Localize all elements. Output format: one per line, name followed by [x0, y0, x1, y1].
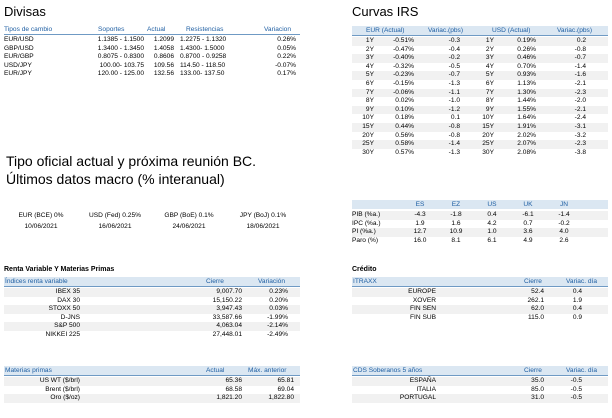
cds-country: ITALIA: [416, 385, 436, 393]
irs-tenor: 20Y: [362, 131, 374, 139]
irs-tenor: 9Y: [485, 105, 494, 113]
macro-es: -4.3: [414, 211, 426, 218]
renta-col-close: Cierre: [206, 278, 224, 285]
commodity-name: Oro ($/oz): [50, 394, 80, 402]
credito-col-var: Variac. día: [566, 278, 598, 285]
fx-pair: GBP/USD: [4, 44, 34, 52]
irs-usd-var: -0.7: [574, 54, 586, 62]
table-row: [352, 314, 608, 323]
commodity-actual: 68.58: [225, 385, 242, 393]
bank-rate-label: EUR (BCE) 0%: [18, 212, 64, 219]
bank-meeting-date: 24/06/2021: [172, 223, 206, 230]
irs-eur-rate: 0.10%: [395, 105, 414, 113]
irs-eur-var: -1.0: [448, 97, 460, 105]
irs-tenor: 30Y: [362, 148, 374, 156]
itraxx-name: FIN SEN: [409, 305, 436, 313]
divisas-col-support: Soportes: [98, 26, 125, 33]
fx-actual: 1.2099: [153, 36, 174, 43]
renta-header: [4, 277, 300, 287]
table-row: [4, 45, 300, 54]
fx-var: 0.05%: [277, 44, 296, 52]
table-row: [4, 394, 300, 403]
bank-meeting-date: 16/06/2021: [98, 223, 132, 230]
macro-us: 1.0: [487, 228, 497, 236]
table-row: [4, 53, 300, 62]
fx-actual: 132.56: [153, 70, 174, 78]
irs-usd-var: -2.1: [574, 105, 586, 113]
irs-tenor: 25Y: [362, 140, 374, 148]
tipo-title-1: Tipo oficial actual y próxima reunión BC.: [6, 153, 257, 169]
itraxx-name: EUROPE: [408, 288, 436, 295]
table-row: [352, 386, 608, 395]
itraxx-close: 62.0: [531, 305, 544, 313]
cds-close: 31.0: [531, 394, 544, 402]
table-row: [352, 106, 608, 115]
equity-var: 0.03%: [269, 305, 288, 313]
table-row: [352, 114, 608, 123]
irs-usd-rate: 1.64%: [517, 114, 536, 122]
macro-us: 0.4: [487, 211, 497, 218]
divisas-col-pair: Tipos de cambio: [4, 26, 53, 33]
macro-jn: -1.4: [558, 211, 570, 218]
irs-eur-rate: -0.51%: [393, 37, 414, 44]
table-row: [352, 140, 608, 149]
macro-jn: -0.2: [558, 219, 570, 227]
irs-eur-rate: -0.15%: [393, 79, 414, 87]
cds-col-close: Cierre: [524, 367, 542, 374]
irs-tenor: 7Y: [365, 88, 374, 96]
irs-eur-var: -0.8: [448, 131, 460, 139]
irs-eur-rate: -0.06%: [393, 88, 414, 96]
curvas-table: [352, 37, 608, 157]
table-row: [352, 54, 608, 63]
fx-actual: 109.56: [153, 61, 174, 69]
fx-resist: 1.2275 - 1.1320: [180, 36, 227, 43]
table-row: [352, 149, 608, 158]
macro-uk: 4.9: [523, 236, 533, 244]
macro-ez: 8.1: [451, 236, 461, 244]
irs-usd-var: -2.4: [574, 114, 586, 122]
commodity-actual: 1,821.20: [216, 394, 242, 402]
commodity-max: 69.04: [277, 385, 294, 393]
curvas-col-usd-var: Variac.(pbs): [557, 27, 593, 34]
itraxx-close: 52.4: [531, 288, 544, 295]
credito-title: Crédito: [352, 266, 377, 273]
macro-uk: 0.7: [523, 219, 533, 227]
irs-eur-rate: 0.44%: [395, 122, 414, 130]
table-row: [352, 63, 608, 72]
table-row: [4, 377, 300, 386]
table-row: [4, 36, 300, 45]
macro-uk: 3.6: [523, 228, 533, 236]
table-row: [352, 132, 608, 141]
itraxx-close: 262.1: [527, 296, 544, 304]
divisas-title: Divisas: [4, 4, 46, 19]
renta-col-index: Índices renta variable: [5, 278, 68, 285]
equity-close: 33,587.66: [212, 313, 242, 321]
macro-table: [352, 211, 608, 245]
macro-indicator: IPC (%a.): [352, 219, 381, 227]
equity-close: 4,063.04: [216, 322, 242, 330]
macro-col-jn: JN: [559, 201, 569, 208]
irs-usd-var: -2.1: [574, 79, 586, 87]
table-row: [4, 331, 300, 340]
irs-tenor: 6Y: [485, 79, 494, 87]
credito-header: [352, 277, 608, 287]
macro-es: 1.9: [415, 219, 425, 227]
irs-usd-var: -1.6: [574, 71, 586, 79]
fx-support: 100.00- 103.75: [99, 61, 144, 69]
irs-usd-rate: 1.55%: [517, 105, 536, 113]
irs-tenor: 8Y: [485, 97, 494, 105]
irs-tenor: 30Y: [482, 148, 494, 156]
irs-eur-var: -1.2: [448, 105, 460, 113]
fx-pair: EUR/USD: [4, 36, 34, 43]
fx-support: 120.00 - 125.00: [97, 70, 144, 78]
irs-tenor: 20Y: [482, 131, 494, 139]
macro-indicator: PIB (%a.): [352, 211, 381, 218]
equity-var: -1.99%: [267, 313, 288, 321]
central-banks: [4, 212, 300, 234]
irs-eur-rate: -0.32%: [393, 62, 414, 70]
irs-tenor: 2Y: [485, 45, 494, 53]
fx-pair: EUR/GBP: [4, 53, 34, 61]
materias-col-max: Máx. anterior: [248, 367, 287, 374]
renta-title: Renta Variable Y Materias Primas: [4, 266, 115, 273]
irs-usd-rate: 2.08%: [517, 148, 536, 156]
irs-usd-rate: 2.02%: [517, 131, 536, 139]
table-row: [4, 386, 300, 395]
fx-resist: 0.8700 - 0.9258: [180, 53, 227, 61]
irs-eur-var: -0.2: [448, 54, 460, 62]
fx-var: 0.22%: [277, 53, 296, 61]
macro-col-ez: EZ: [451, 201, 461, 208]
fx-resist: 1.4300- 1.5000: [180, 44, 225, 52]
equity-index: S&P 500: [54, 322, 80, 330]
divisas-header: [4, 26, 300, 35]
irs-usd-rate: 1.30%: [517, 88, 536, 96]
fx-var: 0.26%: [277, 36, 296, 43]
irs-eur-rate: -0.47%: [393, 45, 414, 53]
table-row: [352, 46, 608, 55]
divisas-col-actual: Actual: [147, 26, 166, 33]
credito-col-close: Cierre: [524, 278, 542, 285]
fx-actual: 0.8606: [153, 53, 174, 61]
materias-table: [4, 377, 300, 403]
irs-eur-rate: 0.56%: [395, 131, 414, 139]
equity-index: D-JNS: [60, 313, 80, 321]
curvas-title: Curvas IRS: [352, 4, 419, 19]
equity-var: -2.14%: [267, 322, 288, 330]
equity-index: DAX 30: [57, 296, 80, 304]
irs-usd-var: -0.8: [574, 45, 586, 53]
table-row: [352, 37, 608, 46]
macro-ez: 1.6: [451, 219, 461, 227]
table-row: [352, 220, 608, 229]
irs-tenor: 3Y: [365, 54, 374, 62]
fx-var: 0.17%: [277, 70, 296, 78]
table-row: [4, 305, 300, 314]
tipo-title-2: Últimos datos macro (% interanual): [6, 171, 225, 187]
irs-tenor: 10Y: [362, 114, 374, 122]
cds-table: [352, 377, 608, 403]
bank-meeting-date: 10/06/2021: [24, 223, 58, 230]
commodity-max: 65.81: [277, 377, 294, 384]
irs-tenor: 7Y: [485, 88, 494, 96]
divisas-col-var: Variacion: [264, 26, 291, 33]
irs-eur-var: -1.4: [448, 140, 460, 148]
table-row: [352, 237, 608, 246]
irs-usd-var: -2.3: [574, 88, 586, 96]
irs-usd-rate: 0.26%: [517, 45, 536, 53]
macro-col-us: US: [487, 201, 497, 208]
macro-col-es: ES: [415, 201, 425, 208]
irs-tenor: 3Y: [485, 54, 494, 62]
irs-eur-var: -0.8: [448, 122, 460, 130]
irs-eur-var: 0.1: [450, 114, 460, 122]
irs-tenor: 4Y: [485, 62, 494, 70]
commodity-max: 1,822.80: [268, 394, 294, 402]
bank-rate-label: GBP (BoE) 0.1%: [164, 212, 214, 219]
itraxx-name: XOVER: [412, 296, 436, 304]
irs-usd-var: -3.2: [574, 131, 586, 139]
fx-pair: USD/JPY: [4, 61, 32, 69]
irs-usd-var: -3.1: [574, 122, 586, 130]
equity-var: 0.23%: [269, 288, 288, 295]
itraxx-name: FIN SUB: [409, 313, 436, 321]
irs-eur-var: -0.3: [448, 37, 460, 44]
macro-es: 16.0: [413, 236, 427, 244]
table-row: [352, 211, 608, 220]
fx-resist: 114.50 - 118.50: [180, 61, 226, 69]
fx-var: -0.07%: [275, 61, 296, 69]
irs-tenor: 10Y: [482, 114, 494, 122]
table-row: [4, 70, 300, 79]
irs-eur-var: -0.5: [448, 62, 460, 70]
table-row: [352, 71, 608, 80]
irs-eur-rate: 0.18%: [395, 114, 414, 122]
equity-index: NIKKEI 225: [45, 330, 80, 338]
table-row: [352, 97, 608, 106]
table-row: [352, 394, 608, 403]
table-row: [4, 314, 300, 323]
irs-tenor: 6Y: [365, 79, 374, 87]
bank-rate-label: USD (Fed) 0.25%: [88, 212, 142, 219]
irs-usd-rate: 0.19%: [517, 37, 536, 44]
macro-ez: -1.8: [450, 211, 462, 218]
table-row: [4, 322, 300, 331]
irs-usd-rate: 2.07%: [517, 140, 536, 148]
irs-eur-rate: 0.02%: [395, 97, 414, 105]
irs-usd-rate: 0.46%: [517, 54, 536, 62]
fx-support: 1.3400 - 1.3450: [97, 44, 144, 52]
cds-var: -0.5: [570, 394, 582, 402]
macro-indicator: Paro (%): [352, 236, 379, 244]
divisas-col-resist: Resistencias: [186, 26, 224, 33]
bank-meeting-date: 18/06/2021: [246, 223, 280, 230]
table-row: [352, 288, 608, 297]
fx-resist: 133.00- 137.50: [180, 70, 225, 78]
macro-col-uk: UK: [523, 201, 533, 208]
divisas-table: [4, 36, 300, 79]
table-row: [352, 377, 608, 386]
fx-pair: EUR/JPY: [4, 70, 32, 78]
fx-actual: 1.4058: [153, 44, 174, 52]
irs-eur-var: -0.7: [448, 71, 460, 79]
credito-table: [352, 288, 608, 322]
irs-eur-rate: -0.40%: [393, 54, 414, 62]
curvas-col-eur: EUR (Actual): [366, 27, 405, 34]
irs-tenor: 9Y: [365, 105, 374, 113]
renta-col-var: Variación: [258, 278, 285, 285]
table-row: [4, 297, 300, 306]
curvas-col-usd: USD (Actual): [492, 27, 531, 34]
materias-col-actual: Actual: [206, 367, 225, 374]
irs-usd-var: -3.8: [574, 148, 586, 156]
curvas-col-eur-var: Variac.(pbs): [428, 27, 464, 34]
credito-col-name: ITRAXX: [353, 278, 377, 285]
irs-usd-rate: 1.44%: [517, 97, 536, 105]
table-row: [4, 288, 300, 297]
cds-col-name: CDS Soberanos 5 años: [353, 367, 423, 374]
irs-usd-rate: 0.70%: [517, 62, 536, 70]
macro-jn: 2.6: [559, 236, 569, 244]
cds-close: 35.0: [531, 377, 544, 384]
itraxx-var: 1.9: [572, 296, 582, 304]
itraxx-var: 0.4: [572, 288, 582, 295]
equity-close: 3,947.43: [216, 305, 242, 313]
irs-eur-rate: -0.23%: [393, 71, 414, 79]
table-row: [4, 62, 300, 71]
itraxx-var: 0.4: [572, 305, 582, 313]
macro-es: 12.7: [413, 228, 427, 236]
irs-eur-var: -1.3: [448, 79, 460, 87]
irs-usd-var: 0.2: [576, 37, 586, 44]
macro-indicator: PI (%a.): [352, 228, 376, 236]
irs-tenor: 2Y: [365, 45, 374, 53]
macro-us: 4.2: [487, 219, 497, 227]
equity-close: 27,448.01: [212, 330, 242, 338]
irs-eur-var: -1.3: [448, 148, 460, 156]
irs-eur-rate: 0.57%: [395, 148, 414, 156]
macro-us: 6.1: [487, 236, 497, 244]
table-row: [352, 123, 608, 132]
irs-tenor: 15Y: [482, 122, 494, 130]
itraxx-close: 115.0: [527, 313, 544, 321]
irs-tenor: 5Y: [485, 71, 494, 79]
table-row: [352, 89, 608, 98]
irs-tenor: 25Y: [482, 140, 494, 148]
irs-tenor: 4Y: [365, 62, 374, 70]
cds-country: PORTUGAL: [399, 394, 436, 402]
irs-usd-rate: 0.93%: [517, 71, 536, 79]
cds-country: ESPAÑA: [409, 377, 436, 384]
renta-table: [4, 288, 300, 340]
irs-tenor: 5Y: [365, 71, 374, 79]
irs-usd-var: -2.3: [574, 140, 586, 148]
macro-uk: -6.1: [522, 211, 534, 218]
equity-close: 15,150.22: [212, 296, 242, 304]
irs-tenor: 1Y: [485, 37, 494, 44]
materias-col-name: Materias primas: [5, 367, 52, 374]
equity-close: 9,007.70: [216, 288, 242, 295]
irs-usd-rate: 1.13%: [517, 79, 536, 87]
equity-index: STOXX 50: [48, 305, 80, 313]
irs-usd-var: -1.4: [574, 62, 586, 70]
curvas-header: [352, 26, 608, 36]
irs-eur-var: -0.4: [448, 45, 460, 53]
irs-usd-rate: 1.91%: [517, 122, 536, 130]
materias-header: [4, 366, 300, 376]
irs-usd-var: -2.0: [574, 97, 586, 105]
table-row: [352, 80, 608, 89]
irs-eur-rate: 0.58%: [395, 140, 414, 148]
commodity-actual: 65.36: [225, 377, 242, 384]
itraxx-var: 0.9: [572, 313, 582, 321]
bank-rate-label: JPY (BoJ) 0.1%: [239, 212, 287, 219]
cds-header: [352, 366, 608, 376]
table-row: [352, 305, 608, 314]
macro-header: [352, 200, 608, 209]
fx-support: 0.8075 - 0.8300: [97, 53, 144, 61]
commodity-name: Brent ($/brl): [45, 385, 80, 393]
equity-var: 0.20%: [269, 296, 288, 304]
irs-tenor: 1Y: [365, 37, 374, 44]
equity-var: -2.49%: [267, 330, 288, 338]
macro-jn: 4.0: [559, 228, 569, 236]
irs-eur-var: -1.1: [448, 88, 460, 96]
cds-var: -0.5: [570, 377, 582, 384]
cds-col-var: Variac. día: [566, 367, 598, 374]
commodity-name: US WT ($/brl): [39, 377, 80, 384]
cds-var: -0.5: [570, 385, 582, 393]
cds-close: 85.0: [531, 385, 544, 393]
irs-tenor: 15Y: [362, 122, 374, 130]
macro-ez: 10.9: [449, 228, 463, 236]
table-row: [352, 228, 608, 237]
fx-support: 1.1385 - 1.1500: [97, 36, 144, 43]
irs-tenor: 8Y: [365, 97, 374, 105]
equity-index: IBEX 35: [55, 288, 80, 295]
table-row: [352, 297, 608, 306]
